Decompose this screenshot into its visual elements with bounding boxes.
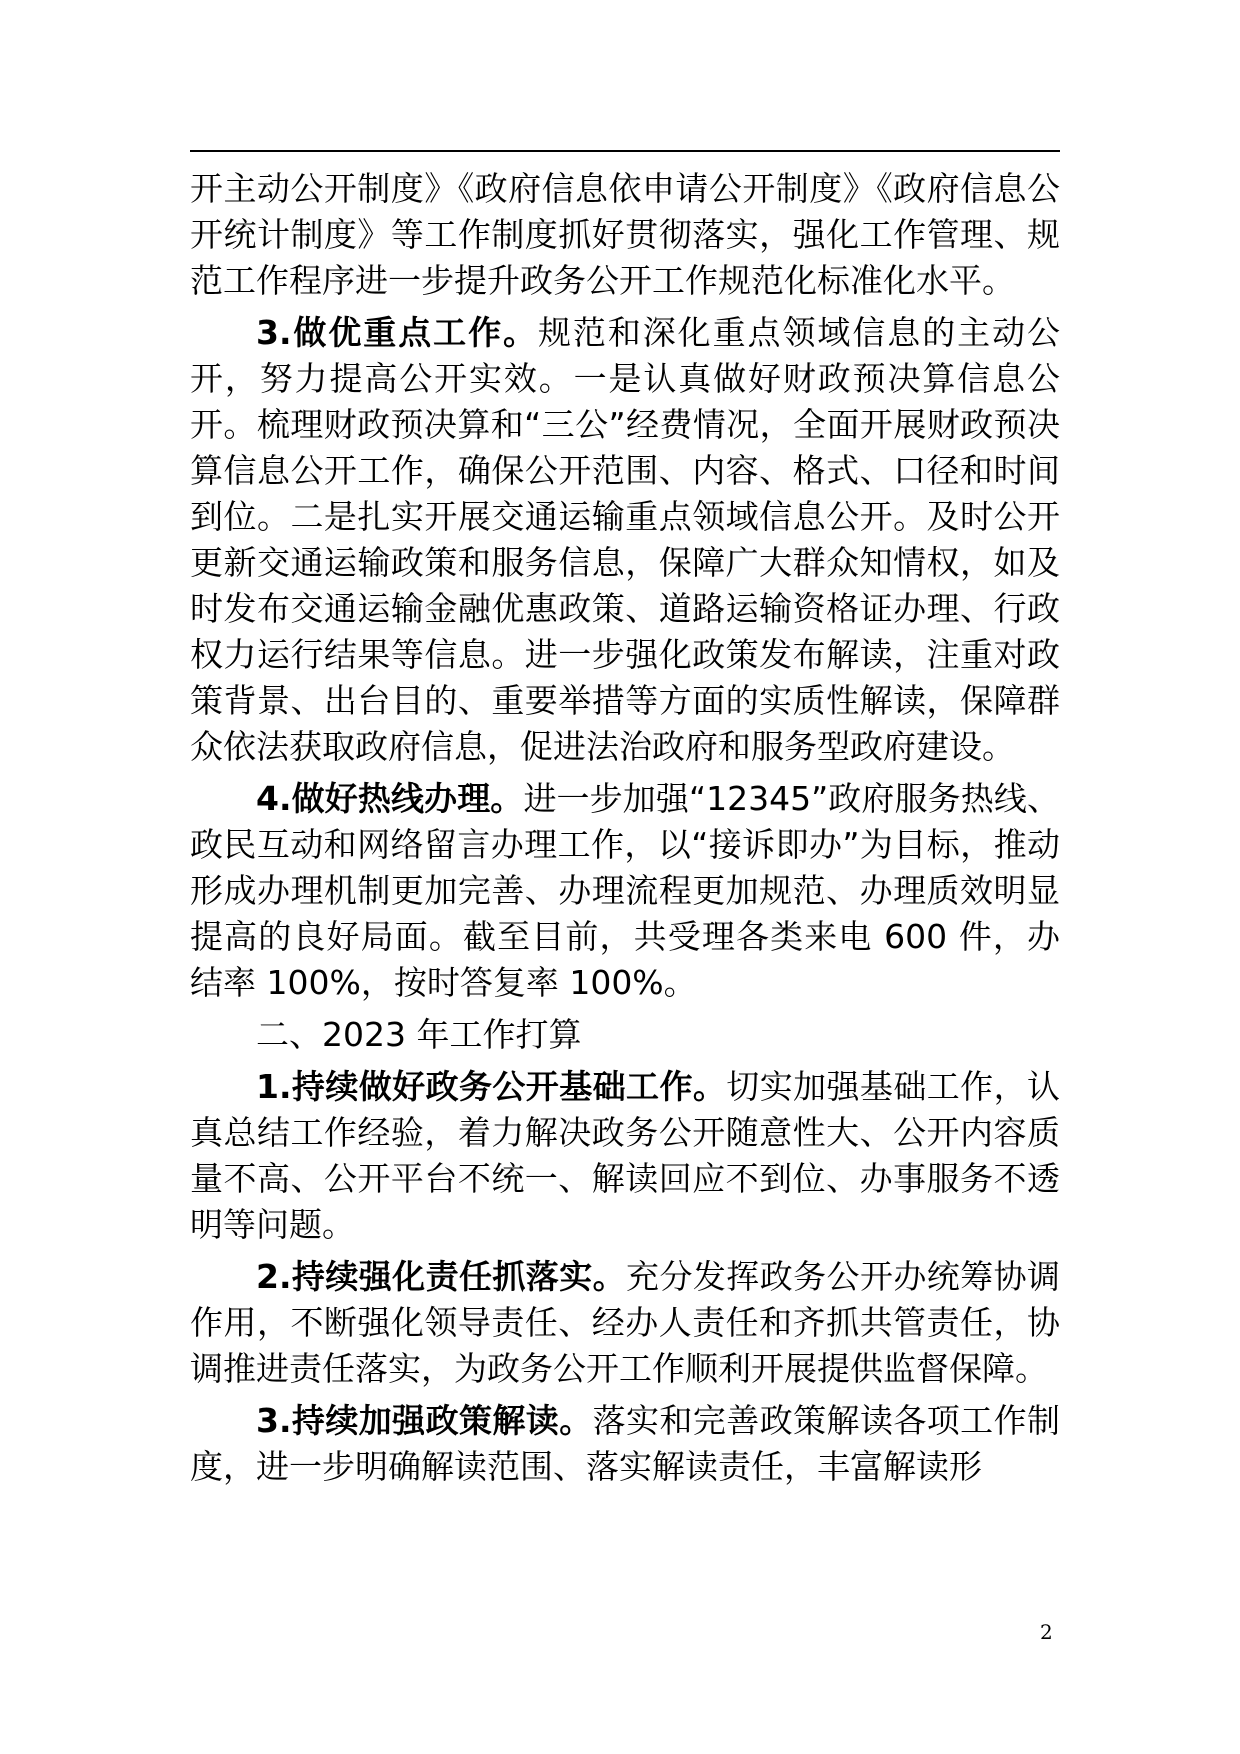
paragraph-1 <box>190 166 1060 304</box>
paragraph-text: 进一步加强“12345”政府服务热线、政民互动和网络留言办理工作，以“接诉即办”为目标，推动形成办理机制更加完善、办理流程更加规范、办理质效明显提高的良好局面。截至目前，共受理各类来电 600 件，办结率 100%，按时答复率 100%。 <box>190 779 1061 1002</box>
paragraph-6 <box>190 1254 1060 1392</box>
paragraph-heading: 4.做好热线办理。 <box>256 779 524 818</box>
header-rule <box>190 150 1060 152</box>
paragraph-text: 二、2023 年工作打算 <box>256 1015 582 1054</box>
paragraph-heading: 3.做优重点工作。 <box>256 313 538 352</box>
page-number: 2 <box>1040 1620 1053 1644</box>
paragraph-7 <box>190 1398 1060 1490</box>
paragraph-heading: 2.持续强化责任抓落实。 <box>256 1257 627 1296</box>
paragraph-5 <box>190 1064 1060 1248</box>
paragraph-heading: 1.持续做好政务公开基础工作。 <box>256 1067 727 1106</box>
document-body <box>190 166 1060 1496</box>
paragraph-text: 切实加强基础工作，认真总结工作经验，着力解决政务公开随意性大、公开内容质量不高、公开平台不统一、解读回应不到位、办事服务不透明等问题。 <box>190 1067 1060 1244</box>
paragraph-heading: 3.持续加强政策解读。 <box>256 1401 593 1440</box>
section-heading <box>190 1012 1060 1058</box>
paragraph-text: 落实和完善政策解读各项工作制度，进一步明确解读范围、落实解读责任，丰富解读形 <box>190 1401 1061 1486</box>
paragraph-text: 充分发挥政务公开办统筹协调作用，不断强化领导责任、经办人责任和齐抓共管责任，协调推进责任落实，为政务公开工作顺利开展提供监督保障。 <box>190 1257 1061 1388</box>
paragraph-2 <box>190 310 1060 770</box>
paragraph-text: 规范和深化重点领域信息的主动公开，努力提高公开实效。一是认真做好财政预决算信息公开。梳理财政预决算和“三公”经费情况，全面开展财政预决算信息公开工作，确保公开范围、内容、格式、口径和时间到位。二是扎实开展交通运输重点领域信息公开。及时公开更新交通运输政策和服务信息，保障广大群众知情权，如及时发布交通运输金融优惠政策、道路运输资格证办理、行政权力运行结果等信息。进一步强化政策发布解读，注重对政策背景、出台目的、重要举措等方面的实质性解读，保障群众依法获取政府信息，促进法治政府和服务型政府建设。 <box>190 313 1060 766</box>
paragraph-text: 开主动公开制度》《政府信息依申请公开制度》《政府信息公开统计制度》等工作制度抓好贯彻落实，强化工作管理、规范工作程序进一步提升政务公开工作规范化标准化水平。 <box>190 169 1060 300</box>
paragraph-3 <box>190 776 1060 1006</box>
